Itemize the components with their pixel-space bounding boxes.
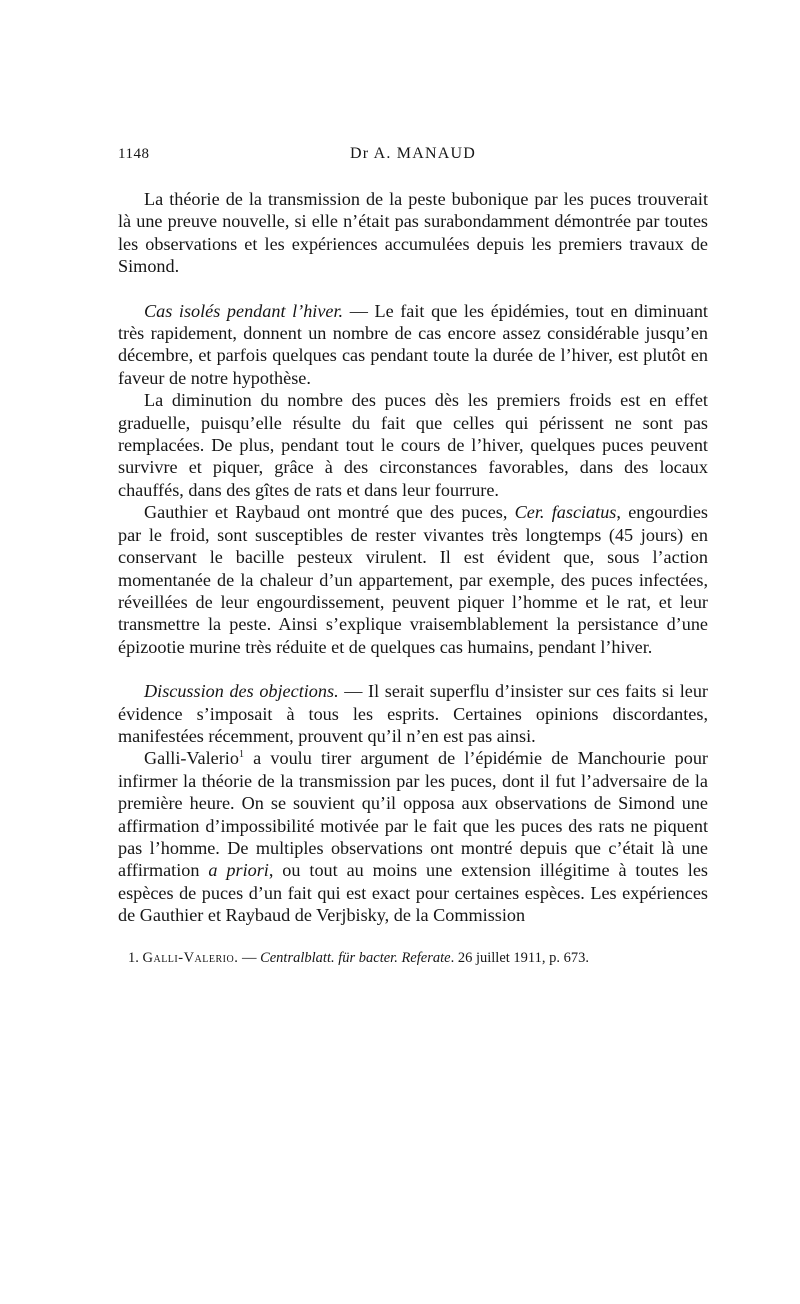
page-header [118,140,708,166]
latin-phrase: a priori [208,860,269,881]
species-name: Cer. fasciatus [514,502,617,523]
paragraph-gauthier [118,501,708,658]
footnote-source: Centralblatt. für bacter. Referate [260,949,451,966]
footnote-number: 1. [128,949,139,966]
paragraph-discussion [118,680,708,747]
paragraph-cas-isoles [118,300,708,390]
paragraph-discussion-text: — Il serait superflu d’insister sur ces faits si leur évidence s’imposait à tous les esprits. Certaines opinions discordantes, manifestées récemment, prouvent qu’il n’en est pas ainsi. [118,681,708,746]
paragraph-galli-end: , ou tout au moins une extension illégitime à toutes les espèces de puces d’un fait qui est exact pour certaines espèces. Les expériences de Gauthier et Raybaud de Verjbisky, de la Commission [118,860,708,926]
paragraph-galli-middle: a voulu tirer argument de l’épidémie de Manchourie pour infirmer la théorie de la transmission par les puces, dont il fut l’adversaire de la première heure. On se souvient qu’il opposa aux observations de Simond une affirmation d’impossibilité motivée par le fait que les puces des rats ne piquent pas l’homme. De multiples observations ont montré depuis que c’était là une affirmation [118,748,708,881]
footnote-rest: . 26 juillet 1911, p. 673. [450,949,589,966]
paragraph-cas-isoles-text: — Le fait que les épidémies, tout en diminuant très rapidement, donnent un nombre de cas encore assez considérable jusqu’en décembre, et parfois quelques cas pendant toute la durée de l’hiver, est plutôt en faveur de notre hypothèse. [118,300,708,388]
paragraph-gauthier-end: , engourdies par le froid, sont susceptibles de rester vivantes très longtemps (45 jours) en conservant le bacille pesteux virulent. Il est évident que, sous l’action momentanée de la chaleur d’un appartement, par exemple, des puces infectées, réveillées de leur engourdissement, peuvent piquer l’homme et le rat, et leur transmettre la peste. Ainsi s’explique vraisemblablement la persistance d’une épizootie murine très réduite et de quelques cas humains, pendant l’hiver. [118,502,708,657]
page-number: 1148 [118,146,150,162]
footnote-separator: — [238,949,261,966]
paragraph-diminution: La diminution du nombre des puces dès les premiers froids est en effet graduelle, puisqu’elle résulte du fait que celles qui périssent ne sont pas remplacées. De plus, pendant tout le cours de l’hiver, quelques puces peuvent survivre et piquer, grâce à des circonstances favorables, dans des locaux chauffés, dans des gîtes de rats et dans leur fourrure. [118,390,708,500]
paragraph-galli-valerio [118,747,708,926]
section-heading-cas-isoles: Cas isolés pendant l’hiver. [144,300,344,321]
footnote-entry [118,949,708,967]
page [118,140,708,967]
footnote-reference: 1 [238,749,244,761]
paragraph-transmission: La théorie de la transmission de la peste bubonique par les puces trouverait là une preuve nouvelle, si elle n’était pas surabondamment démontrée par toutes les observations et les expériences accumulées depuis les premiers travaux de Simond. [118,189,708,277]
body-text [118,188,708,927]
section-heading-discussion: Discussion des objections. [144,681,339,702]
footnote-author: Galli-Valerio. [142,949,239,966]
footnote [118,949,708,967]
paragraph-gauthier-start: Gauthier et Raybaud ont montré que des puces, [144,502,515,523]
running-head: Dr A. MANAUD [350,145,476,162]
paragraph-galli-start: Galli-Valerio [144,748,239,769]
